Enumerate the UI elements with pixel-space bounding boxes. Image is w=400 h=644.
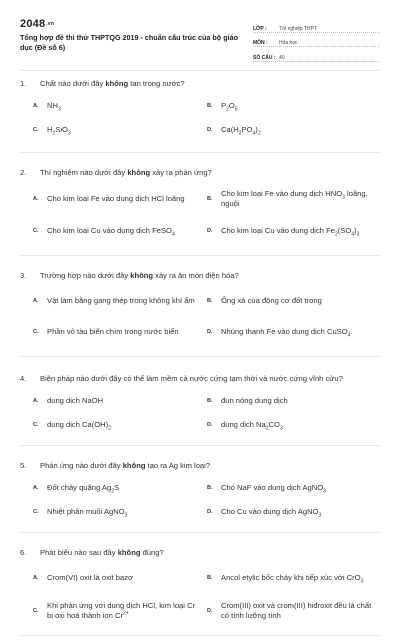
option-text: Cho kim loại Fe vào dung dịch $HNO_3$ loãng, nguội	[221, 188, 368, 208]
brand-name: 2048	[20, 18, 46, 30]
option-letter: C.	[33, 328, 39, 335]
option-letter: A.	[33, 574, 39, 581]
option-letter: C.	[33, 607, 39, 614]
answer-option-c[interactable]	[33, 316, 207, 348]
option-text: $NH_3$	[47, 100, 61, 113]
answer-option-b[interactable]	[207, 563, 383, 593]
option-text: Đốt cháy quặng $Ag_2S$	[47, 482, 120, 495]
meta-count-row	[253, 47, 380, 62]
answer-option-b[interactable]	[207, 476, 383, 500]
meta-grade-row	[253, 18, 380, 33]
question-number: 3.	[20, 271, 27, 280]
question-number: 5.	[20, 461, 27, 470]
meta-value: 40	[279, 54, 285, 61]
exam-title: Tổng hợp đề thi thử THPTQG 2019 - chuẩn cấu trúc của bộ giáo dục (Đề số 6)	[20, 33, 238, 52]
question-block	[20, 454, 380, 533]
option-text: Cho NaF vào dung dịch AgNO$_3$	[221, 482, 326, 495]
brand-domain: .vn	[46, 21, 55, 28]
answer-option-c[interactable]	[33, 500, 207, 524]
question-number: 4.	[20, 374, 27, 383]
option-letter: D.	[207, 328, 213, 335]
option-letter: B.	[207, 195, 213, 202]
option-letter: A.	[33, 195, 39, 202]
stem-keyword: không	[130, 271, 154, 280]
option-text: dung dịch $Ca(OH)_2$	[47, 419, 111, 432]
answer-option-c[interactable]	[33, 215, 207, 247]
stem-text-after: tạo ra Ag kim loại?	[145, 461, 211, 470]
option-text: $H_2SiO_3$	[47, 124, 71, 137]
question-block	[20, 161, 380, 256]
question-list	[20, 78, 380, 644]
option-text: Khi phản ứng với dung dịch HCl, kim loại Cr bị oxi hoá thành ion $Cr^{2+}$	[47, 600, 196, 620]
question-text	[40, 167, 380, 178]
option-letter: D.	[207, 227, 213, 234]
question-text	[40, 373, 380, 384]
answer-options	[33, 563, 380, 629]
stem-text-before: Phát biểu nào sau đây	[40, 548, 118, 557]
option-letter: B.	[207, 397, 213, 404]
option-text: dung dịch NaOH	[47, 395, 104, 405]
option-text: $Ca(H_2PO_4)_2$	[221, 124, 261, 137]
option-letter: A.	[33, 484, 39, 491]
option-text: Phần vỏ tàu biển chìm trong nước biển	[47, 326, 179, 336]
stem-keyword: không	[127, 168, 151, 177]
question-stem	[20, 167, 380, 178]
meta-subject-row	[253, 33, 380, 48]
option-text: Cho Cu vào dung dịch AgNO$_3$	[221, 506, 322, 519]
meta-value: Hóa học	[279, 40, 298, 46]
question-text	[40, 78, 380, 89]
answer-option-d[interactable]	[207, 118, 383, 142]
question-block	[20, 541, 380, 636]
option-letter: D.	[207, 126, 213, 133]
option-text: Cho kim loại Cu vào dung dịch FeSO$_4$	[47, 225, 175, 238]
exam-meta	[253, 18, 380, 62]
answer-option-b[interactable]	[207, 183, 383, 215]
option-letter: C.	[33, 421, 39, 428]
option-text: Cho kim loại Cu vào dung dịch $Fe_2(SO_4)_3$	[221, 225, 360, 238]
answer-option-a[interactable]	[33, 563, 207, 593]
option-text: đun nóng dung dịch	[221, 395, 288, 405]
option-letter: C.	[33, 508, 39, 515]
answer-options	[33, 476, 380, 524]
stem-text-after: xảy ra ăn mòn điện hóa?	[153, 271, 239, 280]
question-text	[40, 460, 380, 471]
answer-options	[33, 94, 380, 142]
answer-options	[33, 286, 380, 348]
answer-option-a[interactable]	[33, 389, 207, 413]
option-text: Ancol etylic bốc cháy khi tiếp xúc với CrO$_3$	[221, 572, 364, 585]
option-letter: D.	[207, 607, 213, 614]
exam-header	[20, 18, 380, 64]
question-number: 2.	[20, 168, 27, 177]
option-letter: A.	[33, 102, 39, 109]
question-number: 6.	[20, 548, 27, 557]
option-text: $P_2O_5$	[221, 100, 238, 113]
answer-option-c[interactable]	[33, 413, 207, 437]
stem-text-before: Thí nghiệm nào dưới đây	[40, 168, 128, 177]
question-stem	[20, 460, 380, 471]
answer-option-b[interactable]	[207, 389, 383, 413]
option-letter: C.	[33, 126, 39, 133]
stem-text-after: xảy ra phản ứng?	[150, 168, 212, 177]
answer-options	[33, 183, 380, 247]
answer-option-b[interactable]	[207, 286, 383, 316]
stem-text-before: Chất nào dưới đây	[40, 79, 106, 88]
answer-option-a[interactable]	[33, 183, 207, 215]
option-letter: D.	[207, 508, 213, 515]
option-letter: B.	[207, 484, 213, 491]
answer-option-b[interactable]	[207, 94, 383, 118]
question-stem	[20, 373, 380, 384]
question-text	[40, 270, 380, 281]
option-letter: A.	[33, 297, 39, 304]
stem-text-before: Trường hợp nào dưới đây	[40, 271, 131, 280]
answer-option-a[interactable]	[33, 94, 207, 118]
answer-option-d[interactable]	[207, 593, 383, 629]
answer-option-d[interactable]	[207, 316, 383, 348]
option-text: Nhiệt phân muối AgNO$_3$	[47, 506, 128, 519]
stem-keyword: không	[117, 548, 141, 557]
answer-option-d[interactable]	[207, 215, 383, 247]
meta-label: MÔN :	[253, 40, 268, 46]
answer-options	[33, 389, 380, 437]
option-text: Vật làm bằng gang thép trong không khí ẩm	[47, 295, 195, 305]
option-text: Crom(VI) oxit là oxit bazơ	[47, 572, 134, 582]
option-text: dung dịch $Na_2CO_3$	[221, 419, 283, 432]
option-letter: C.	[33, 227, 39, 234]
option-text: Nhúng thanh Fe vào dung dịch CuSO$_4$.	[221, 326, 353, 339]
stem-text-after: tan trong nước?	[128, 79, 185, 88]
question-block	[20, 365, 380, 446]
meta-label: LỚP :	[253, 25, 267, 32]
question-stem	[20, 78, 380, 89]
header-divider	[20, 70, 380, 71]
stem-text-before: Biện pháp nào dưới đây có thể làm mềm cả nước cứng tạm thời và nước cứng vĩnh cửu?	[40, 374, 343, 383]
question-text	[40, 547, 380, 558]
meta-label: SỐ CÂU :	[253, 54, 276, 61]
stem-keyword: không	[122, 461, 146, 470]
option-text: Crom(III) oxit và crom(III) hiđroxit đều là chất có tính lưỡng tính	[221, 600, 372, 620]
question-block	[20, 264, 380, 357]
answer-option-a[interactable]	[33, 286, 207, 316]
option-text: Ống xả của động cơ đốt trong	[221, 295, 322, 305]
option-letter: D.	[207, 421, 213, 428]
brand-logo[interactable]	[20, 18, 54, 30]
answer-option-d[interactable]	[207, 500, 383, 524]
stem-keyword: không	[105, 79, 129, 88]
option-text: Cho kim loại Fe vào dung dịch HCl loãng	[47, 193, 185, 203]
answer-option-c[interactable]	[33, 118, 207, 142]
answer-option-a[interactable]	[33, 476, 207, 500]
option-letter: A.	[33, 397, 39, 404]
option-letter: B.	[207, 574, 213, 581]
question-stem	[20, 270, 380, 281]
answer-option-d[interactable]	[207, 413, 383, 437]
stem-text-after: đúng?	[140, 548, 164, 557]
question-number: 1.	[20, 79, 27, 88]
meta-value: Tốt nghiệp THPT	[279, 25, 317, 32]
option-letter: B.	[207, 102, 213, 109]
option-letter: B.	[207, 297, 213, 304]
stem-text-before: Phản ứng nào dưới đây	[40, 461, 123, 470]
question-stem	[20, 547, 380, 558]
question-block	[20, 78, 380, 153]
answer-option-c[interactable]	[33, 593, 207, 629]
